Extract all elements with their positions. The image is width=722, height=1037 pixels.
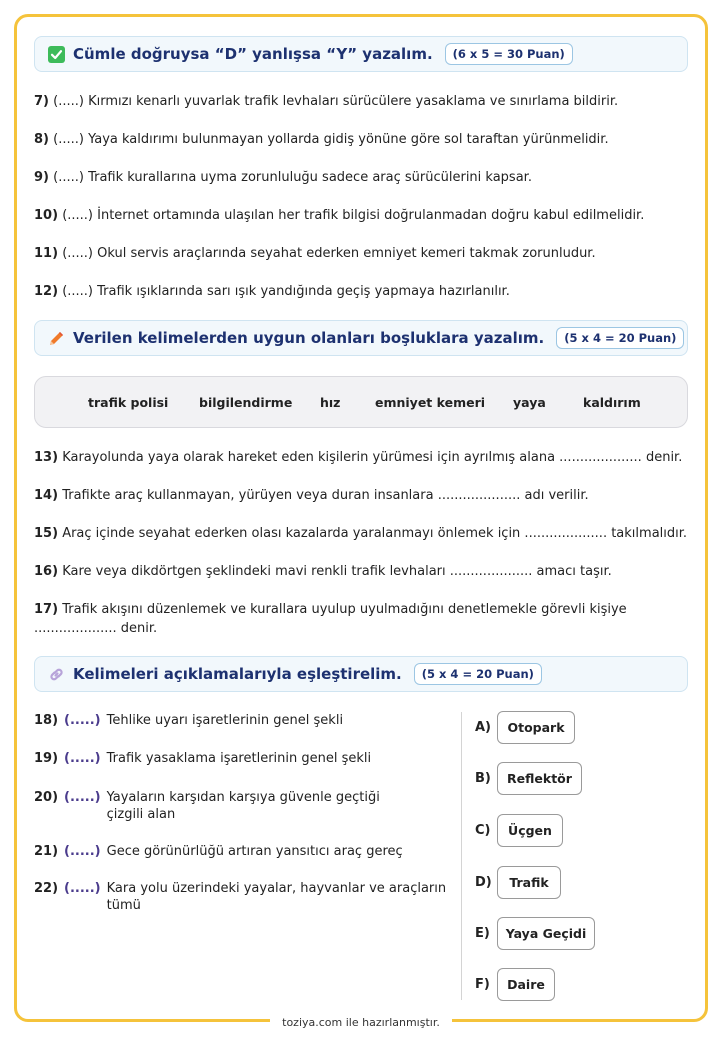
check-box-icon — [47, 45, 65, 63]
option-letter: D) — [475, 875, 492, 890]
option-box: Yaya Geçidi — [497, 917, 595, 950]
question-20: 20) (.....) Yayaların karşıdan karşıya güvenle geçtiği çizgili alan — [34, 790, 380, 822]
points-badge: (6 x 5 = 30 Puan) — [445, 43, 573, 65]
option-box: Üçgen — [497, 814, 563, 847]
question-10: 10) (.....) İnternet ortamında ulaşılan her trafik bilgisi doğrulanmadan doğru kabul edilmelidir. — [34, 208, 645, 223]
option-box: Trafik — [497, 866, 561, 899]
question-15: 15) Araç içinde seyahat ederken olası kazalarda yaralanmayı önlemek için .................... takılmalıdır. — [34, 526, 688, 541]
link-icon — [47, 665, 65, 683]
question-21: 21) (.....) Gece görünürlüğü artıran yansıtıcı araç gereç — [34, 844, 403, 859]
section-fill-blank-header — [34, 320, 688, 356]
word-bank-item: emniyet kemeri — [375, 394, 486, 410]
section-true-false-header — [34, 36, 688, 72]
column-divider — [461, 712, 462, 1000]
word-bank — [34, 376, 688, 428]
question-8: 8) (.....) Yaya kaldırımı bulunmayan yollarda gidiş yönüne göre sol taraftan yürünmelidir. — [34, 132, 609, 147]
option-letter: C) — [475, 823, 491, 838]
option-letter: A) — [475, 720, 492, 735]
question-11: 11) (.....) Okul servis araçlarında seyahat ederken emniyet kemeri takmak zorunludur. — [34, 246, 596, 261]
question-7: 7) (.....) Kırmızı kenarlı yuvarlak trafik levhaları sürücülere yasaklama ve sınırlama bildirir. — [34, 94, 619, 109]
word-bank-item: hız — [320, 394, 341, 410]
option-box: Reflektör — [497, 762, 582, 795]
points-badge: (5 x 4 = 20 Puan) — [414, 663, 542, 685]
section-title: Verilen kelimelerden uygun olanları boşluklara yazalım. — [73, 329, 545, 347]
points-badge: (5 x 4 = 20 Puan) — [556, 327, 684, 349]
question-16: 16) Kare veya dikdörtgen şeklindeki mavi renkli trafik levhaları .................... amacı taşır. — [34, 564, 612, 579]
question-17: 17) Trafik akışını düzenlemek ve kurallara uyulup uyulmadığını denetlemekle görevli kişiye .................... denir. — [34, 602, 627, 636]
section-title: Kelimeleri açıklamalarıyla eşleştirelim. — [73, 665, 402, 683]
question-22: 22) (.....) Kara yolu üzerindeki yayalar, hayvanlar ve araçların tümü — [34, 881, 447, 913]
word-bank-item: trafik polisi — [88, 394, 169, 410]
page-frame — [14, 14, 708, 1022]
footer — [0, 1011, 722, 1030]
section-title: Cümle doğruysa “D” yanlışsa “Y” yazalım. — [73, 45, 433, 63]
footer-text: toziya.com ile hazırlanmıştır. — [270, 1016, 452, 1029]
option-box: Daire — [497, 968, 555, 1001]
question-13: 13) Karayolunda yaya olarak hareket eden kişilerin yürümesi için ayrılmış alana .................... denir. — [34, 450, 683, 465]
question-18: 18) (.....) Tehlike uyarı işaretlerinin genel şekli — [34, 713, 344, 728]
word-bank-item: yaya — [513, 394, 546, 410]
question-19: 19) (.....) Trafik yasaklama işaretlerinin genel şekli — [34, 751, 372, 766]
word-bank-item: kaldırım — [583, 394, 641, 410]
option-letter: B) — [475, 771, 491, 786]
word-bank-item: bilgilendirme — [199, 394, 293, 410]
option-letter: F) — [475, 977, 490, 992]
question-9: 9) (.....) Trafik kurallarına uyma zorunluluğu sadece araç sürücülerini kapsar. — [34, 170, 532, 185]
option-letter: E) — [475, 926, 490, 941]
option-box: Otopark — [497, 711, 575, 744]
question-14: 14) Trafikte araç kullanmayan, yürüyen veya duran insanlara .................... adı verilir. — [34, 488, 589, 503]
pencil-icon — [47, 329, 65, 347]
section-matching-header — [34, 656, 688, 692]
question-12: 12) (.....) Trafik ışıklarında sarı ışık yandığında geçiş yapmaya hazırlanılır. — [34, 284, 510, 299]
